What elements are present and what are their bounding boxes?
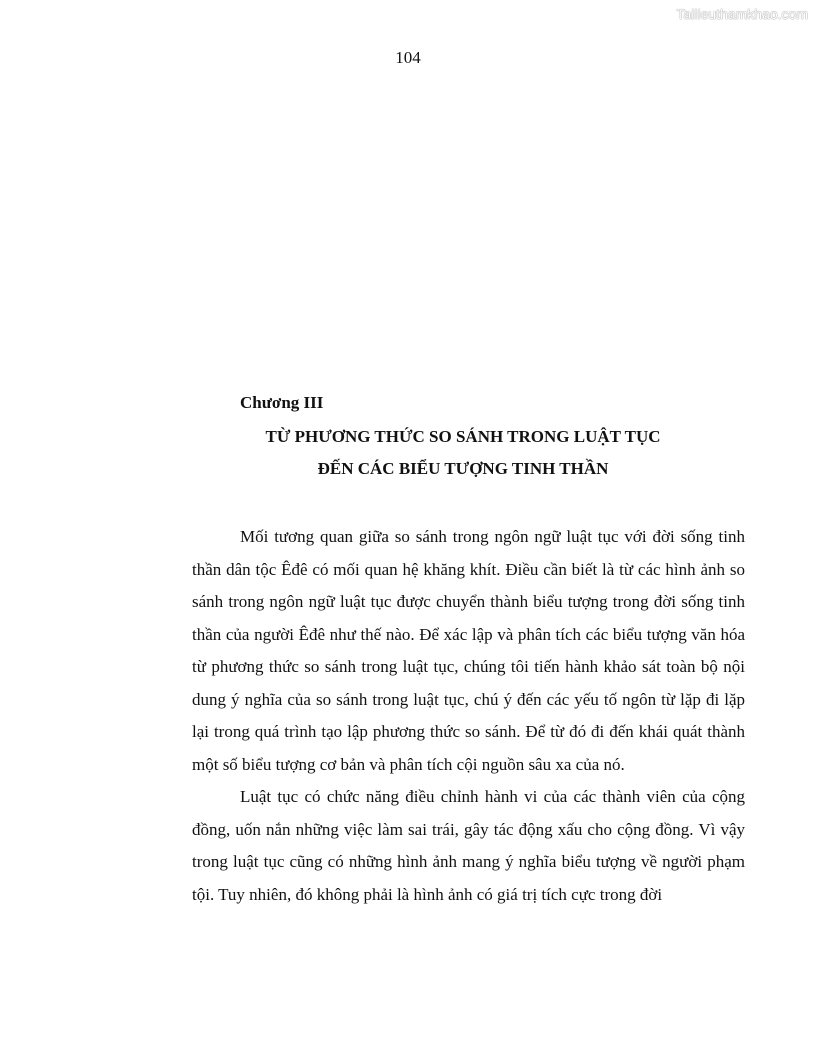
paragraph: Luật tục có chức năng điều chỉnh hành vi của các thành viên của cộng đồng, uốn nắn những việc làm sai trái, gây tác động xấu cho cộng đồng. Vì vậy trong luật tục cũng có những hình ảnh mang ý nghĩa biểu tượng về người phạm tội. Tuy nhiên, đó không phải là hình ảnh có giá trị tích cực trong đời [192, 787, 745, 904]
chapter-title-line-1: TỪ PHƯƠNG THỨC SO SÁNH TRONG LUẬT TỤC [265, 427, 661, 446]
body-text [192, 521, 745, 911]
paragraph: Mối tương quan giữa so sánh trong ngôn ngữ luật tục với đời sống tinh thần dân tộc Êđê có mối quan hệ khăng khít. Điều cần biết là từ các hình ảnh so sánh trong ngôn ngữ luật tục được chuyển thành biểu tượng trong đời sống tinh thần của người Êđê như thế nào. Để xác lập và phân tích các biểu tượng văn hóa từ phương thức so sánh trong luật tục, chúng tôi tiến hành khảo sát toàn bộ nội dung ý nghĩa của so sánh trong luật tục, chú ý đến các yếu tố ngôn từ lặp đi lặp lại trong quá trình tạo lập phương thức so sánh. Để từ đó đi đến khái quát thành một số biểu tượng cơ bản và phân tích cội nguồn sâu xa của nó. [192, 527, 745, 774]
page-number: 104 [395, 48, 421, 67]
chapter-label: Chương III [240, 393, 324, 412]
watermark: Tailieuthamkhao.com [676, 6, 808, 22]
chapter-title-line-2: ĐẾN CÁC BIỂU TƯỢNG TINH THẦN [317, 459, 609, 478]
